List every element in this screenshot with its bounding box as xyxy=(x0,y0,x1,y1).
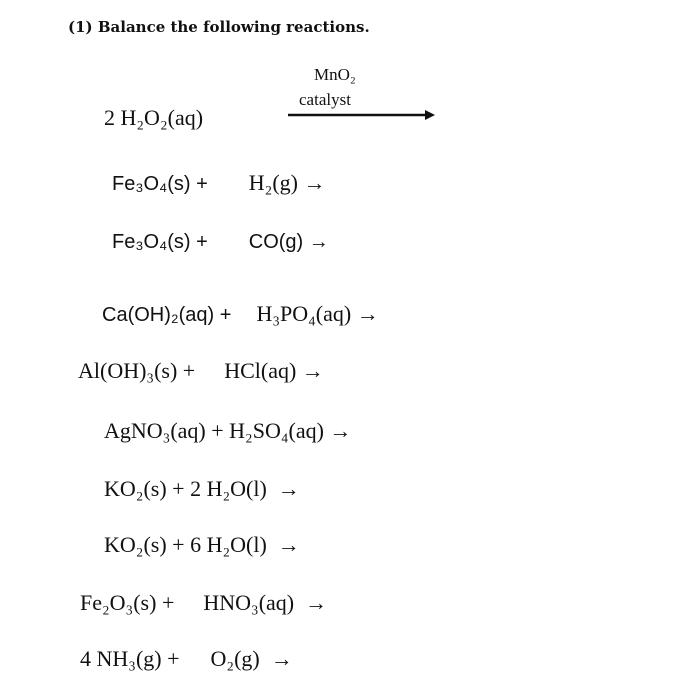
catalyst-formula: MnO₂ xyxy=(314,65,356,84)
reaction-3-right: CO(g) → xyxy=(248,231,329,253)
reaction-4 xyxy=(102,303,379,325)
reaction-6 xyxy=(104,420,351,442)
reaction-9 xyxy=(80,592,327,614)
reaction-8-text: KO₂(s) + 6 H₂O(l) → xyxy=(104,532,300,557)
question-heading: (1) Balance the following reactions. xyxy=(68,18,370,36)
reaction-2-left: Fe₃O₄(s) + xyxy=(112,173,208,195)
reaction-10 xyxy=(80,648,293,670)
reaction-9-left: Fe₂O₃(s) + xyxy=(80,590,175,615)
reaction-2-right: H₂(g) → xyxy=(248,170,326,195)
reaction-3-left: Fe₃O₄(s) + xyxy=(112,231,208,253)
catalyst-label: catalyst xyxy=(299,90,351,109)
reaction-8 xyxy=(104,534,300,556)
reaction-9-right: HNO₃(aq) → xyxy=(203,590,328,615)
reaction-10-right: O₂(g) → xyxy=(210,646,293,671)
catalyzed-arrow-icon xyxy=(288,109,436,121)
reaction-7-text: KO₂(s) + 2 H₂O(l) → xyxy=(104,476,300,501)
reaction-1-reactants: 2 H₂O₂(aq) xyxy=(104,105,204,130)
reaction-10-left: 4 NH₃(g) + xyxy=(80,646,180,671)
reaction-5-right: HCl(aq) → xyxy=(224,358,324,383)
reaction-1 xyxy=(104,107,203,129)
reaction-7 xyxy=(104,478,300,500)
reaction-4-left: Ca(OH)₂(aq) + xyxy=(102,304,232,326)
reaction-6-text: AgNO₃(aq) + H₂SO₄(aq) → xyxy=(104,418,352,443)
reaction-4-right: H₃PO₄(aq) → xyxy=(256,301,379,326)
reaction-5 xyxy=(78,360,324,382)
reaction-2 xyxy=(112,172,325,194)
reaction-3 xyxy=(112,230,329,252)
reaction-5-left: Al(OH)₃(s) + xyxy=(78,358,196,383)
